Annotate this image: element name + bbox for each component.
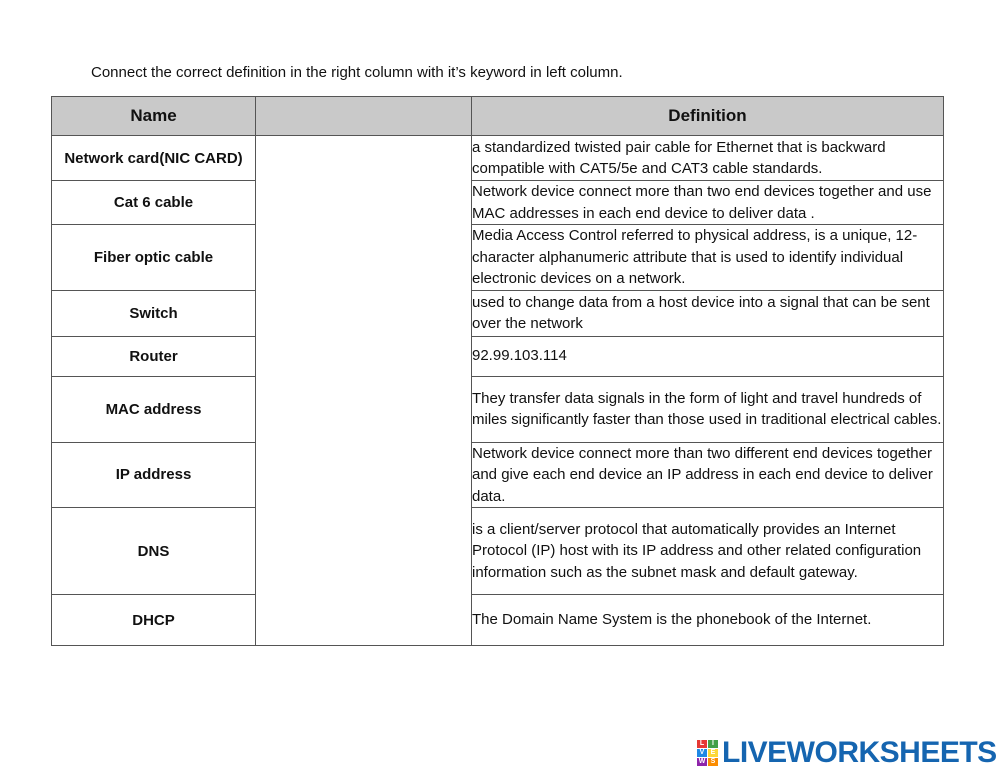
definition-cell[interactable]: Network device connect more than two end devices together and use MAC addresses in each end device to deliver data . [472, 181, 944, 225]
matching-table [51, 96, 944, 646]
keyword-cell[interactable]: IP address [52, 442, 256, 508]
keyword-cell[interactable]: Network card(NIC CARD) [52, 136, 256, 181]
definition-cell[interactable]: Network device connect more than two different end devices together and give each end device an IP address in each end device to deliver data. [472, 442, 944, 508]
definition-cell[interactable]: a standardized twisted pair cable for Ethernet that is backward compatible with CAT5/5e and CAT3 cable standards. [472, 136, 944, 181]
keyword-cell[interactable]: Switch [52, 290, 256, 336]
instruction-text: Connect the correct definition in the right column with it’s keyword in left column. [91, 64, 623, 81]
table-row [52, 136, 944, 181]
keyword-cell[interactable]: Cat 6 cable [52, 181, 256, 225]
keyword-cell[interactable]: Router [52, 336, 256, 376]
keyword-cell[interactable]: DNS [52, 508, 256, 595]
matching-area[interactable] [256, 136, 472, 646]
header-blank [256, 97, 472, 136]
header-name: Name [52, 97, 256, 136]
table-row [52, 336, 944, 376]
table-row [52, 442, 944, 508]
keyword-cell[interactable]: DHCP [52, 595, 256, 646]
logo-text: LIVEWORKSHEETS [722, 736, 997, 769]
table-row [52, 225, 944, 291]
table-row [52, 508, 944, 595]
definition-cell[interactable]: is a client/server protocol that automatically provides an Internet Protocol (IP) host with its IP address and other related configuration information such as the subnet mask and default gateway. [472, 508, 944, 595]
definition-cell[interactable]: The Domain Name System is the phonebook of the Internet. [472, 595, 944, 646]
keyword-cell[interactable]: MAC address [52, 376, 256, 442]
definition-cell[interactable]: They transfer data signals in the form of light and travel hundreds of miles significantly faster than those used in traditional electrical cables. [472, 376, 944, 442]
header-definition: Definition [472, 97, 944, 136]
table-row [52, 181, 944, 225]
definition-cell[interactable]: Media Access Control referred to physical address, is a unique, 12-character alphanumeric attribute that is used to identify individual electronic devices on a network. [472, 225, 944, 291]
definition-cell[interactable]: used to change data from a host device into a signal that can be sent over the network [472, 290, 944, 336]
keyword-cell[interactable]: Fiber optic cable [52, 225, 256, 291]
liveworksheets-logo [697, 737, 997, 769]
definition-cell[interactable]: 92.99.103.114 [472, 336, 944, 376]
table-row [52, 595, 944, 646]
table-row [52, 290, 944, 336]
table-header-row [52, 97, 944, 136]
logo-mark-icon: L I V E W S [697, 740, 718, 766]
table-row [52, 376, 944, 442]
